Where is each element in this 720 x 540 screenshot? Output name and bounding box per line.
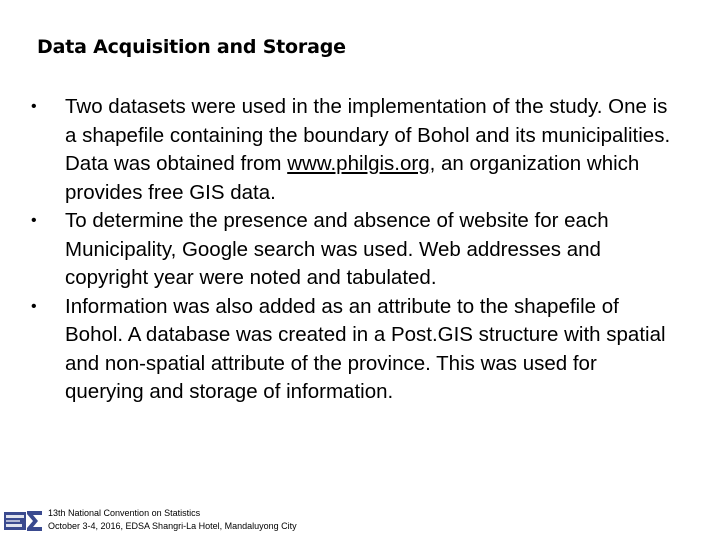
footer-convention-name: 13th National Convention on Statistics (48, 508, 201, 518)
bullet-list (31, 93, 671, 407)
bullet-marker: • (31, 212, 37, 229)
logo-sigma (27, 511, 42, 531)
bullet-text: Information was also added as an attribute to the shapefile of Bohol. A database was created in a Post.GIS structure with spatial and non-spatial attribute of the province. This was used for querying and storage of information. (65, 294, 666, 403)
bullet-text: To determine the presence and absence of website for each Municipality, Google search was used. Web addresses and copyright year were noted and tabulated. (65, 209, 609, 289)
bullet-item-datasets (31, 93, 671, 207)
logo-stripe (6, 524, 22, 527)
bullet-marker: • (31, 98, 37, 115)
bullet-marker: • (31, 297, 37, 315)
logo-stripe (6, 520, 20, 522)
ncs-sigma-logo-icon (4, 509, 44, 533)
bullet-text-continued: , an organization which provides free GIS data. (65, 152, 640, 204)
philgis-link[interactable]: www.philgis.org (287, 152, 430, 175)
footer-text (48, 507, 297, 533)
logo-stripe (6, 515, 24, 518)
bullet-text: Two datasets were used in the implementation of the study. One is a shapefile containing the boundary of Bohol and its municipalities. Data was obtained from (65, 95, 671, 175)
bullet-item-website-search (31, 207, 671, 293)
slide-title: Data Acquisition and Storage (37, 36, 346, 58)
bullet-item-database (31, 293, 671, 407)
footer-date-venue: October 3-4, 2016, EDSA Shangri-La Hotel, Mandaluyong City (48, 521, 297, 531)
